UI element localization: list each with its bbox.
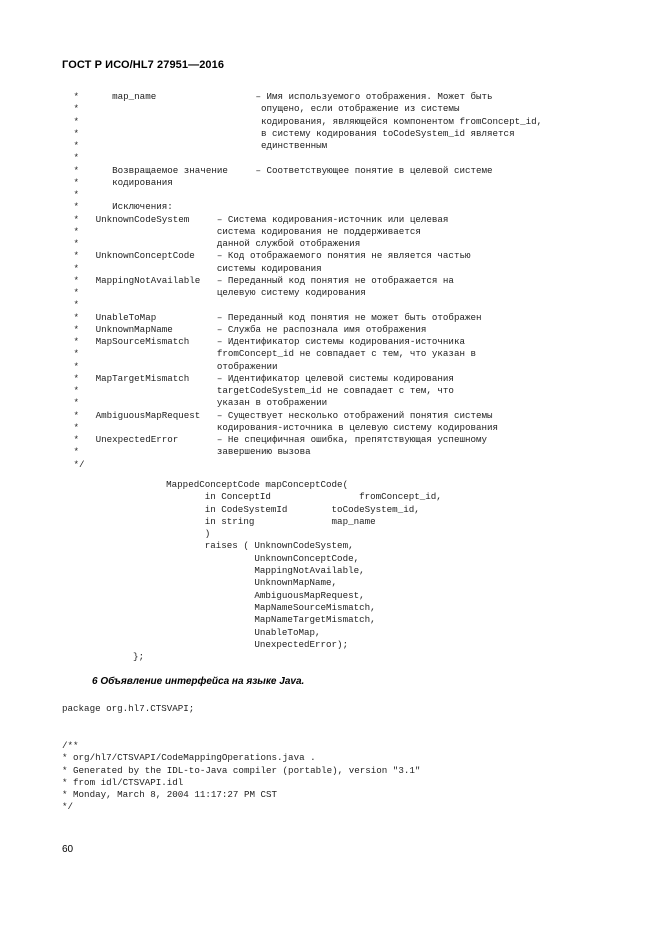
code-line: * MappingNotAvailable – Переданный код понятия не отображается на [68,274,454,286]
code-line: * UnexpectedError – Не специфичная ошибка, препятствующая успешному [68,434,488,445]
code-line: * UnknownMapName – Служба не распознала имя отображения [68,323,427,335]
code-line: * map_name – Имя используемого отображения. Может быть [68,91,493,102]
code-line: * UnknownConceptCode – Код отображаемого понятия не является частью [68,250,471,262]
code-line: MappingNotAvailable, [111,565,365,577]
package-declaration [62,703,194,715]
code-line: ) [111,528,211,540]
code-line: MapNameTargetMismatch, [111,614,376,626]
code-line: * Исключения: [68,201,173,213]
code-line: * MapTargetMismatch – Идентификатор целевой системы кодирования [68,372,454,384]
code-line: * кодирования [68,176,173,188]
code-line: * система кодирования не поддерживается [68,225,421,237]
code-line: UnableToMap, [111,626,321,638]
code-line: * [68,189,80,200]
code-line: * указан в отображении [68,397,328,409]
code-line: in string map_name [111,515,376,527]
code-line: */ [62,801,74,813]
section-heading: 6 Объявление интерфейса на языке Java. [92,676,305,687]
code-line: * [68,152,80,164]
code-line: * from idl/CTSVAPI.idl [62,776,184,788]
code-line: * Возвращаемое значение – Соответствующее понятие в целевой системе [68,164,493,176]
code-line: * данной службой отображения [68,238,361,249]
page-number: 60 [62,844,74,855]
java-header-comment [62,740,420,814]
code-line: * кодирования-источника в целевую систему кодирования [68,421,499,433]
code-line: * MapSourceMismatch – Идентификатор системы кодирования-источника [68,336,465,347]
code-line: AmbiguousMapRequest, [111,589,365,601]
code-line: * системы кодирования [68,262,322,274]
code-line: package org.hl7.CTSVAPI; [62,703,195,714]
code-line: * org/hl7/CTSVAPI/CodeMappingOperations.java . [62,752,316,764]
code-line: * завершению вызова [68,446,311,458]
code-line: /** [62,740,79,751]
code-line: }; [111,651,145,663]
code-line: UnknownConceptCode, [111,552,360,564]
code-line: * в систему кодирования toCodeSystem_id является [68,127,515,139]
idl-method-declaration [111,479,442,663]
code-line: * единственным [68,140,328,151]
code-line: raises ( UnknownCodeSystem, [111,540,354,552]
code-line: in CodeSystemId toCodeSystem_id, [111,503,420,515]
code-line: MappedConceptCode mapConceptCode( [111,479,349,490]
code-line: */ [68,458,85,470]
code-line: UnknownMapName, [111,577,338,589]
code-line: in ConceptId fromConcept_id, [111,491,442,503]
code-line: * UnknownCodeSystem – Система кодирования-источник или целевая [68,213,449,225]
code-line: * кодирования, являющейся компонентом fromConcept_id, [68,115,543,127]
code-line: * целевую систему кодирования [68,287,366,298]
code-line: * опущено, если отображение из системы [68,103,460,115]
code-line: * fromConcept_id не совпадает с тем, что указан в [68,348,476,360]
code-line: * отображении [68,360,278,372]
code-line: UnexpectedError); [111,638,349,650]
code-line: * targetCodeSystem_id не совпадает с тем, что [68,385,454,396]
code-line: * Generated by the IDL-to-Java compiler (portable), version "3.1" [62,764,421,776]
code-line: MapNameSourceMismatch, [111,601,376,613]
idl-comment-block [68,91,542,471]
code-line: * AmbiguousMapRequest – Существует несколько отображений понятия системы [68,409,493,421]
standard-header: ГОСТ Р ИСО/HL7 27951—2016 [62,59,225,71]
code-line: * [68,299,80,311]
code-line: * UnableToMap – Переданный код понятия не может быть отображен [68,311,482,323]
code-line: * Monday, March 8, 2004 11:17:27 PM CST [62,789,278,801]
